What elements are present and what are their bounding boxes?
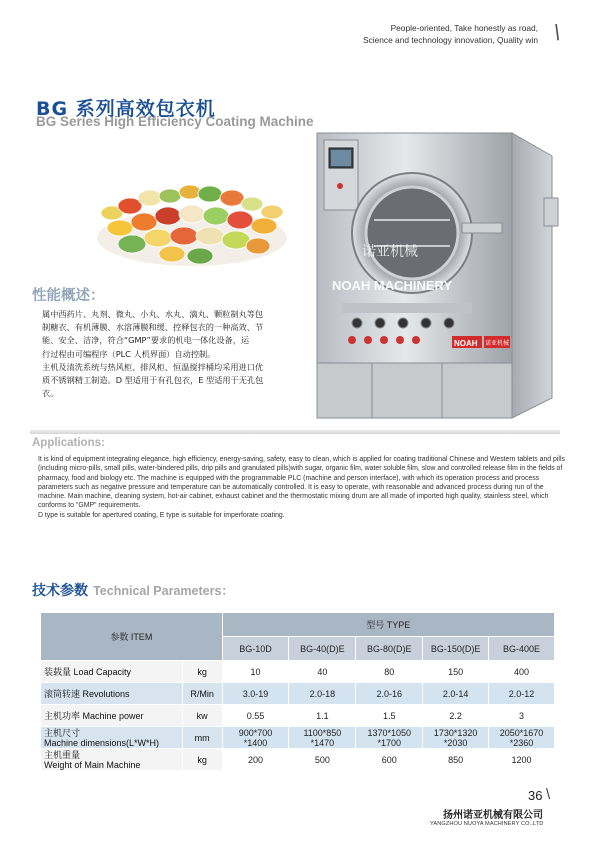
slash-decoration-icon: \ [546, 786, 551, 803]
row-label: 装载量 Load Capacity [41, 661, 183, 683]
cell-line: 1100*850 [303, 727, 342, 738]
performance-line: 衣。 [42, 388, 59, 399]
page-number: 36 [528, 788, 543, 803]
cell-value: 0.55 [222, 705, 289, 727]
technical-heading-cn: 技术参数 [32, 583, 88, 599]
slogan-line-1: People-oriented, Take honestly as road, [390, 23, 538, 33]
row-label: 滚筒转速 Revolutions [41, 683, 183, 705]
applications-paragraph: It is kind of equipment integrating elegance, high efficiency, energy-saving, safety, easy to clean, which is applied for coating traditional Chinese and Western tablets and pills (including micro-pills, small pills, water-bindered pills, drip pills and granulated pills)with sugar, organic film, water soluble film, slow and controlled release film in the fields of pharmacy, food and biology etc. The machine is equipped with the programmable PLC (machine and person interface), with which its operation process and process parameters such as negative pressure and temperature can be automatically controlled. It is easy to operate, with reasonable and advanced process during run of the machine. Main machine, cleaning system, hot-air cabinet, exhaust cabinet and the thermostatic mixing drum are all made of imported high quality, stainless steel, which conforms to "GMP" requirements. [38, 456, 565, 510]
model-header: BG-400E [489, 637, 555, 661]
applications-description [38, 455, 566, 520]
cell-value: 200 [222, 749, 289, 771]
row-label-line: 主机重量 [44, 749, 81, 760]
machine-logo: NOAH [454, 339, 478, 348]
cell-value: 500 [289, 749, 356, 771]
company-name-en: YANGZHOU NUOYA MACHINERY CO.,LTD [430, 821, 544, 827]
cell-value: 400 [489, 661, 555, 683]
param-item-header: 参数 ITEM [41, 613, 223, 661]
cell-line: *1700 [377, 737, 402, 748]
cell-value: 2.0-14 [423, 683, 489, 705]
performance-line: 制糖衣、有机薄膜、水溶薄膜和缓、控释包衣的一种高效、节 [42, 322, 264, 333]
row-label-line: 主机尺寸 [44, 727, 81, 738]
cell-value: 3.0-19 [222, 683, 289, 705]
model-type-header: 型号 TYPE [222, 613, 554, 637]
performance-line: 质不锈钢精工制造。D 型适用于有孔包衣，E 型适用于无孔包 [42, 375, 264, 386]
cell-value: 10 [222, 661, 289, 683]
performance-line: 属中西药片、丸剂、微丸、小丸、水丸、滴丸、颗粒制丸等包 [42, 309, 264, 319]
row-label [41, 727, 183, 749]
cell-value: 2.2 [423, 705, 489, 727]
model-header: BG-40(D)E [289, 637, 356, 661]
row-label [41, 749, 183, 771]
watermark-cn: 诺亚机械 [362, 244, 418, 260]
model-header: BG-150(D)E [423, 637, 489, 661]
row-unit: kg [182, 749, 222, 771]
cell-value: 2.0-16 [356, 683, 423, 705]
performance-line: 主机及清洗系统与热风柜、排风柜、恒温搅拌桶均采用进口优 [42, 361, 264, 372]
cell-value [222, 727, 289, 749]
cell-value: 600 [356, 749, 423, 771]
applications-heading: Applications: [32, 437, 105, 449]
section-divider [30, 430, 560, 434]
cell-line: 2050*1670 [499, 727, 544, 738]
performance-heading: 性能概述： [32, 288, 105, 304]
cell-line: 900*700 [238, 727, 273, 738]
applications-paragraph: D type is suitable for apertured coating, E type is suitable for imperforate coating. [38, 511, 285, 519]
row-label-line: Machine dimensions(L*W*H) [44, 737, 160, 748]
model-header: BG-80(D)E [356, 637, 423, 661]
header-slogan [363, 22, 538, 46]
row-label-line: Weight of Main Machine [44, 759, 141, 770]
cell-value: 2.0-12 [489, 683, 555, 705]
page-title-en: BG Series High Efficiency Coating Machine [36, 114, 314, 129]
cell-line: 1730*1320 [433, 727, 478, 738]
slogan-line-2: Science and technology innovation, Quality win [362, 35, 538, 45]
technical-heading-en: Technical Parameters： [93, 584, 234, 598]
row-unit: R/Min [182, 683, 222, 705]
table-row [41, 683, 555, 705]
model-header: BG-10D [222, 637, 289, 661]
table-row [41, 727, 555, 749]
page-title-cn: BG 系列高效包衣机 [36, 98, 216, 120]
cell-line: *1400 [243, 737, 268, 748]
table-row [41, 705, 555, 727]
row-unit: mm [182, 727, 222, 749]
cell-value: 150 [423, 661, 489, 683]
row-label: 主机功率 Machine power [41, 705, 183, 727]
cell-value: 1.5 [356, 705, 423, 727]
coated-tablets-image [92, 168, 292, 268]
table-row [41, 749, 555, 771]
machine-logo-cn: 诺亚机械 [485, 340, 510, 347]
cell-value [489, 727, 555, 749]
cell-value: 850 [423, 749, 489, 771]
cell-line: *1470 [310, 737, 335, 748]
cell-value [356, 727, 423, 749]
cell-value: 1200 [489, 749, 555, 771]
cell-line: *2360 [509, 737, 534, 748]
coating-machine-image [312, 128, 567, 428]
cell-value: 1.1 [289, 705, 356, 727]
technical-parameters-table [40, 612, 555, 771]
row-unit: kg [182, 661, 222, 683]
company-name-cn: 扬州诺亚机械有限公司 [443, 810, 543, 821]
row-unit: kw [182, 705, 222, 727]
performance-line: 能、安全、洁净，符合“GMP”要求的机电一体化设备，运 [42, 335, 250, 346]
cell-value [289, 727, 356, 749]
cell-value: 80 [356, 661, 423, 683]
performance-description [42, 308, 310, 400]
cell-value [423, 727, 489, 749]
performance-line: 行过程由可编程序（PLC 人机界面）自动控制。 [42, 348, 216, 359]
cell-value: 40 [289, 661, 356, 683]
cell-line: *2030 [443, 737, 468, 748]
watermark-en: NOAH MACHINERY [332, 278, 453, 293]
slash-decoration-icon: \ [552, 20, 562, 45]
cell-value: 2.0-18 [289, 683, 356, 705]
cell-value: 3 [489, 705, 555, 727]
technical-heading [32, 580, 234, 600]
cell-line: 1370*1050 [367, 727, 412, 738]
table-row [41, 661, 555, 683]
